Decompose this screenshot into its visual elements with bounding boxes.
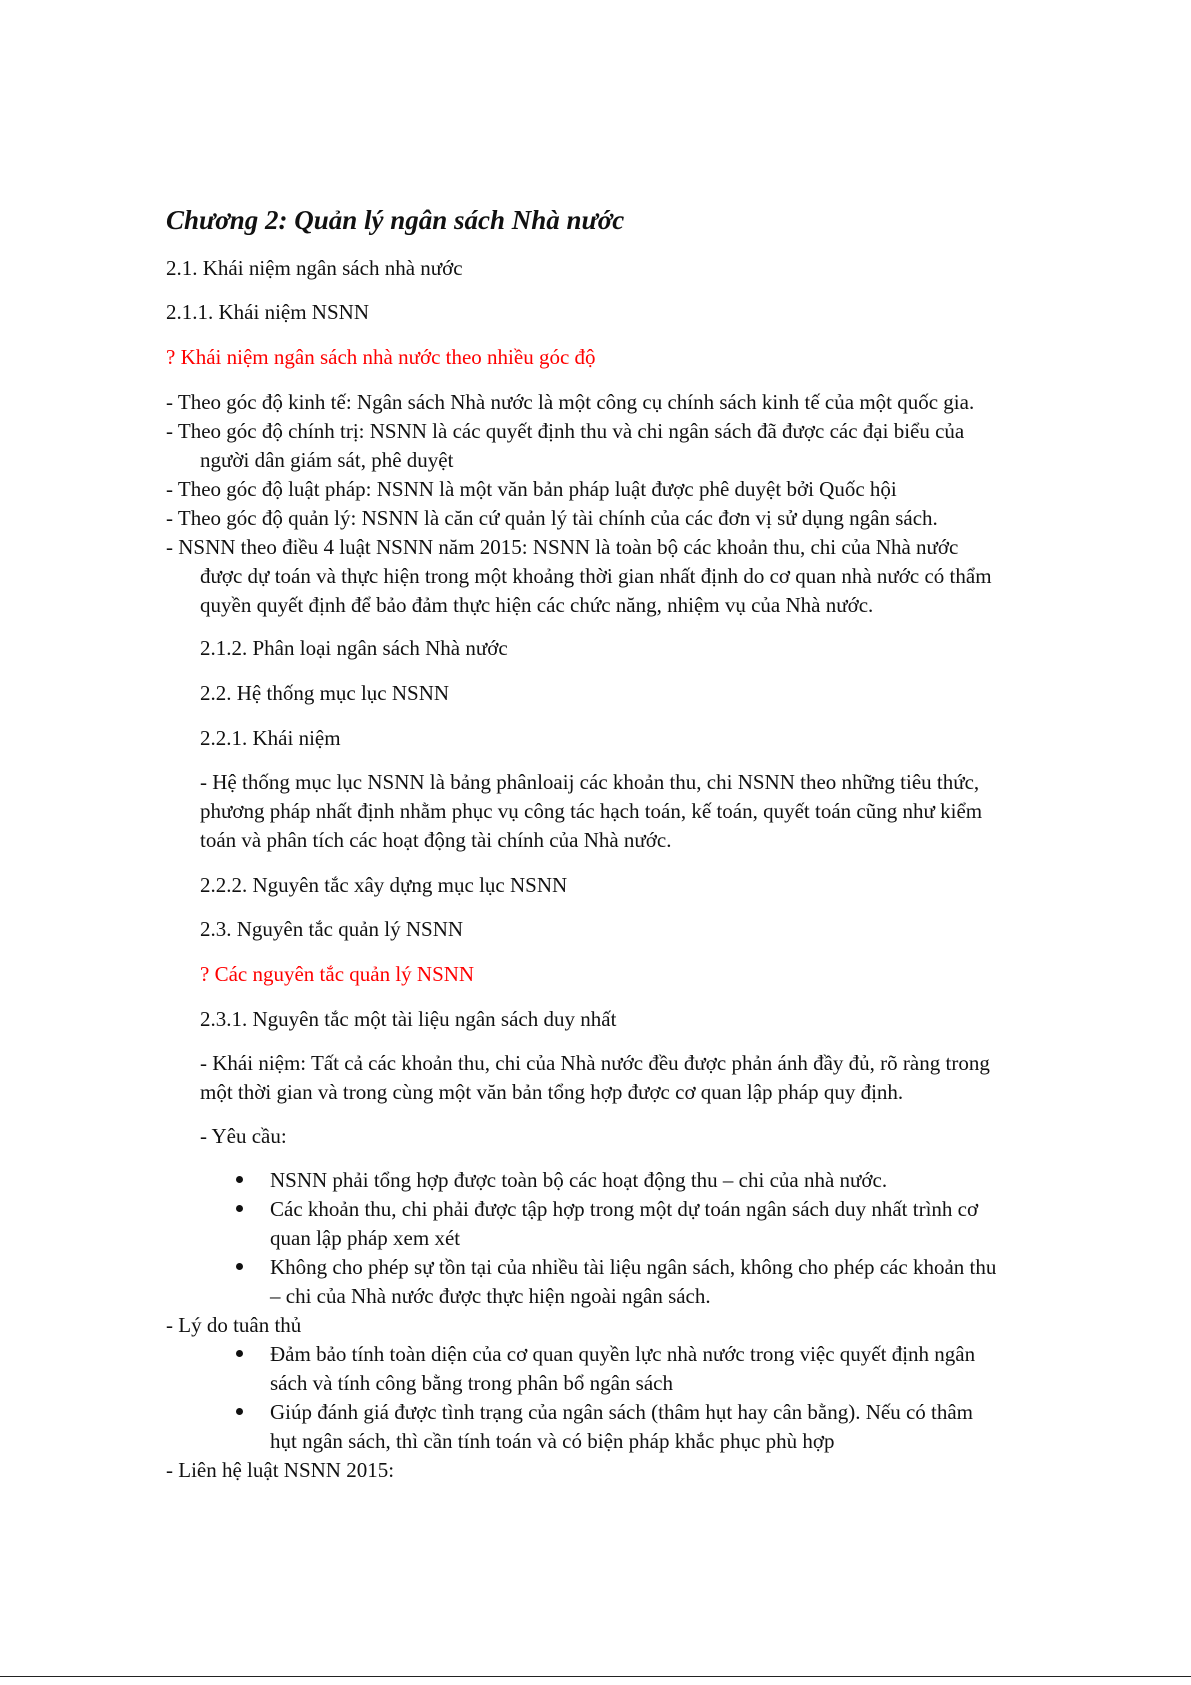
para-article-4: - NSNN theo điều 4 luật NSNN năm 2015: NSNN là toàn bộ các khoản thu, chi của Nhà nước xyxy=(166,535,959,559)
para-article-4-cont-2: quyền quyết định để bảo đảm thực hiện các chức năng, nhiệm vụ của Nhà nước. xyxy=(200,593,874,617)
bullet-dot-icon xyxy=(236,1263,243,1270)
bullet-dot-icon xyxy=(236,1205,243,1212)
heading-2-1-2: 2.1.2. Phân loại ngân sách Nhà nước xyxy=(200,636,508,660)
requirement-item-2: Các khoản thu, chi phải được tập hợp trong một dự toán ngân sách duy nhất trình cơ xyxy=(270,1197,979,1221)
para-legal: - Theo góc độ luật pháp: NSNN là một văn bản pháp luật được phê duyệt bởi Quốc hội xyxy=(166,477,897,501)
reason-item-2: Giúp đánh giá được tình trạng của ngân sách (thâm hụt hay cân bằng). Nếu có thâm xyxy=(270,1400,974,1424)
chapter-title: Chương 2: Quản lý ngân sách Nhà nước xyxy=(166,205,625,235)
requirement-item-2-cont: quan lập pháp xem xét xyxy=(270,1226,461,1250)
requirement-item-3-cont: – chi của Nhà nước được thực hiện ngoài ngân sách. xyxy=(270,1284,711,1308)
para-political: - Theo góc độ chính trị: NSNN là các quyết định thu và chi ngân sách đã được các đại biểu của xyxy=(166,419,965,443)
requirement-item-3: Không cho phép sự tồn tại của nhiều tài liệu ngân sách, không cho phép các khoản thu xyxy=(270,1255,997,1279)
bullet-dot-icon xyxy=(236,1176,243,1183)
heading-2-3-1: 2.3.1. Nguyên tắc một tài liệu ngân sách duy nhất xyxy=(200,1007,617,1031)
para-definition: - Khái niệm: Tất cả các khoản thu, chi của Nhà nước đều được phản ánh đầy đủ, rõ ràng trong xyxy=(200,1051,990,1075)
reason-item-1-cont: sách và tính công bằng trong phân bổ ngân sách xyxy=(270,1371,673,1395)
question-principles: ? Các nguyên tắc quản lý NSNN xyxy=(200,962,475,986)
para-economic: - Theo góc độ kinh tế: Ngân sách Nhà nước là một công cụ chính sách kinh tế của một quốc gia. xyxy=(166,390,975,414)
page-bottom-rule xyxy=(0,1676,1191,1677)
bullet-dot-icon xyxy=(236,1408,243,1415)
requirement-item-1: NSNN phải tổng hợp được toàn bộ các hoạt động thu – chi của nhà nước. xyxy=(270,1168,888,1192)
heading-2-2: 2.2. Hệ thống mục lục NSNN xyxy=(200,681,450,705)
para-definition-cont: một thời gian và trong cùng một văn bản tổng hợp được cơ quan lập pháp quy định. xyxy=(200,1080,904,1104)
para-reasons: - Lý do tuân thủ xyxy=(166,1313,302,1337)
para-article-4-cont-1: được dự toán và thực hiện trong một khoảng thời gian nhất định do cơ quan nhà nước có thẩm xyxy=(200,564,992,588)
bullet-dot-icon xyxy=(236,1350,243,1357)
para-requirements: - Yêu cầu: xyxy=(200,1124,287,1148)
para-catalog-cont-1: phương pháp nhất định nhằm phục vụ công tác hạch toán, kế toán, quyết toán cũng như kiểm xyxy=(200,799,983,823)
para-catalog-cont-2: toán và phân tích các hoạt động tài chính của Nhà nước. xyxy=(200,828,672,852)
para-management: - Theo góc độ quản lý: NSNN là căn cứ quản lý tài chính của các đơn vị sử dụng ngân sách. xyxy=(166,506,938,530)
heading-2-2-1: 2.2.1. Khái niệm xyxy=(200,726,341,750)
para-law-reference: - Liên hệ luật NSNN 2015: xyxy=(166,1458,395,1482)
heading-2-3: 2.3. Nguyên tắc quản lý NSNN xyxy=(200,917,464,941)
heading-2-1: 2.1. Khái niệm ngân sách nhà nước xyxy=(166,256,463,280)
question-concept: ? Khái niệm ngân sách nhà nước theo nhiều góc độ xyxy=(166,345,596,369)
para-political-cont: người dân giám sát, phê duyệt xyxy=(200,448,454,472)
heading-2-2-2: 2.2.2. Nguyên tắc xây dựng mục lục NSNN xyxy=(200,873,568,897)
reason-item-2-cont: hụt ngân sách, thì cần tính toán và có biện pháp khắc phục phù hợp xyxy=(270,1429,835,1453)
para-catalog: - Hệ thống mục lục NSNN là bảng phânloaij các khoản thu, chi NSNN theo những tiêu thức, xyxy=(200,770,980,794)
heading-2-1-1: 2.1.1. Khái niệm NSNN xyxy=(166,300,369,324)
reason-item-1: Đảm bảo tính toàn diện của cơ quan quyền lực nhà nước trong việc quyết định ngân xyxy=(270,1342,976,1366)
